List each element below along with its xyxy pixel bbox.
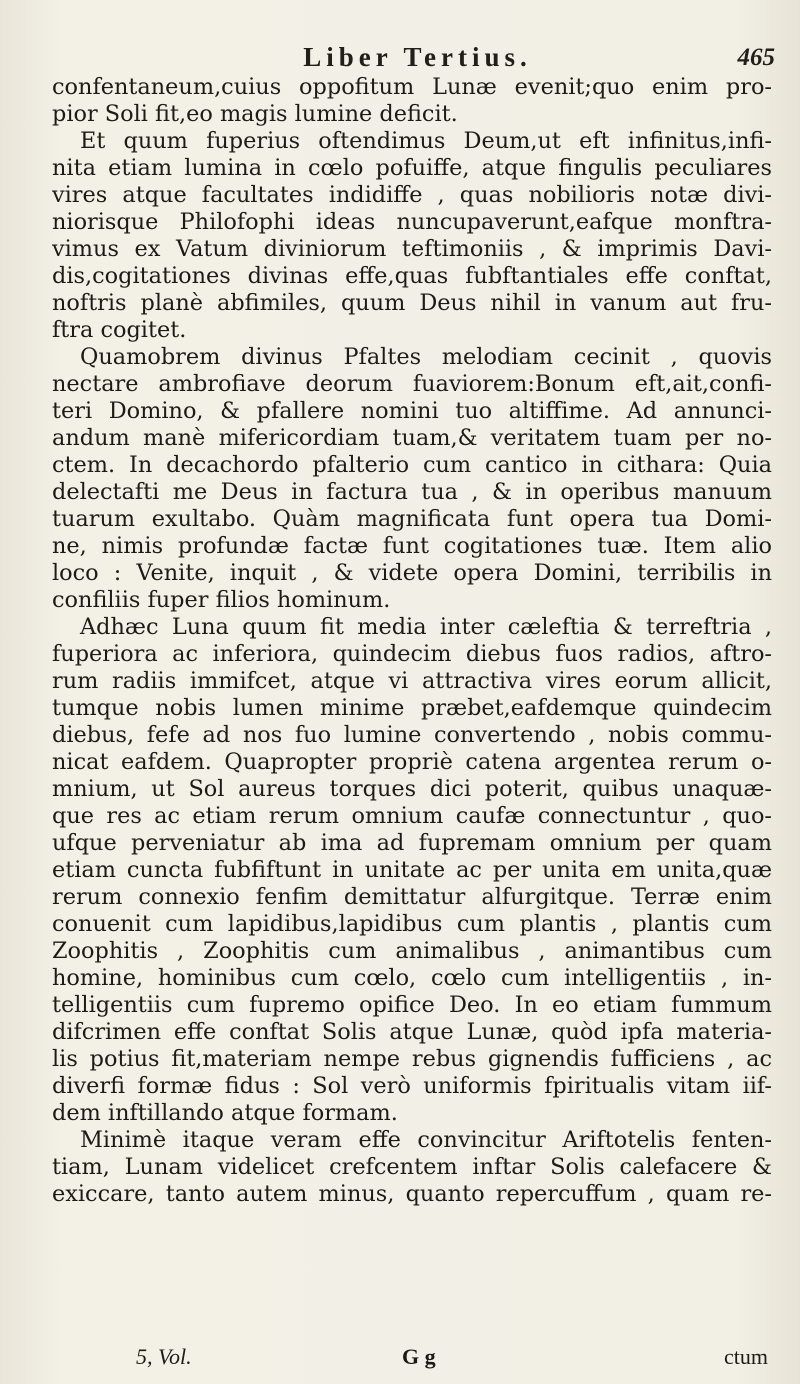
text-line: mnium, ut Sol aureus torques dici poterit, quibus unaquæ- — [52, 776, 772, 802]
text-line: Minimè itaque veram effe convincitur Ariftotelis fenten- — [80, 1127, 772, 1153]
gathering-mark: G g — [402, 1344, 436, 1369]
text-line: tiam, Lunam videlicet crefcentem inftar Solis calefacere & — [52, 1154, 772, 1180]
body-text — [52, 74, 772, 1208]
text-line: pior Soli fit,eo magis lumine deficit. — [52, 101, 458, 127]
text-line: ufque perveniatur ab ima ad fupremam omnium per quam — [52, 830, 772, 856]
text-line: homine, hominibus cum cœlo, cœlo cum intelligentiis , in- — [52, 965, 772, 991]
text-line: etiam cuncta fubfiftunt in unitate ac per unita em unita,quæ — [52, 857, 772, 883]
text-line: diverfi formæ fidus : Sol verò uniformis fpiritualis vitam iif- — [52, 1073, 772, 1099]
text-line: Quamobrem divinus Pfaltes melodiam cecinit , quovis — [80, 344, 772, 370]
text-line: Zoophitis , Zoophitis cum animalibus , animantibus cum — [52, 938, 772, 964]
text-line: que res ac etiam rerum omnium caufæ connectuntur , quo- — [52, 803, 772, 829]
text-line: exiccare, tanto autem minus, quanto repercuffum , quam re- — [52, 1181, 772, 1207]
text-line: nicat eafdem. Quapropter propriè catena argentea rerum o- — [52, 749, 772, 775]
running-head — [60, 38, 775, 72]
text-line: fuperiora ac inferiora, quindecim diebus fuos radios, aftro- — [52, 641, 772, 667]
text-line: vimus ex Vatum diviniorum teftimoniis , & imprimis Davi- — [52, 236, 772, 262]
text-line: delectafti me Deus in factura tua , & in operibus manuum — [52, 479, 772, 505]
text-line: diebus, fefe ad nos fuo lumine convertendo , nobis commu- — [52, 722, 772, 748]
text-line: vires atque facultates indidiffe , quas nobilioris notæ divi- — [52, 182, 772, 208]
text-line: nectare ambrofiave deorum fuaviorem:Bonum eft,ait,confi- — [52, 371, 772, 397]
text-line: rerum connexio fenfim demittatur alfurgitque. Terræ enim — [52, 884, 772, 910]
text-line: dem inftillando atque formam. — [52, 1100, 398, 1126]
text-line: teri Domino, & pfallere nomini tuo altiffime. Ad annunci- — [52, 398, 772, 424]
text-line: difcrimen effe conftat Solis atque Lunæ, quòd ipfa materia- — [52, 1019, 772, 1045]
signature-mark: 5, Vol. — [136, 1344, 192, 1369]
text-line: andum manè mifericordiam tuam,& veritatem tuam per no- — [52, 425, 772, 451]
running-title: Liber Tertius. — [303, 42, 532, 72]
text-line: confiliis fuper filios hominum. — [52, 587, 391, 613]
page-number: 465 — [737, 44, 775, 71]
text-line: rum radiis immifcet, atque vi attractiva vires eorum allicit, — [52, 668, 772, 694]
text-line: ftra cogitet. — [52, 317, 187, 343]
text-line: Et quum fuperius oftendimus Deum,ut eft infinitus,infi- — [80, 128, 772, 154]
page-footer — [52, 1344, 772, 1374]
catchword: ctum — [724, 1344, 768, 1369]
text-line: lis potius fit,materiam nempe rebus gignendis fufficiens , ac — [52, 1046, 772, 1072]
text-line: tumque nobis lumen minime præbet,eafdemque quindecim — [52, 695, 772, 721]
text-line: niorisque Philofophi ideas nuncupaverunt,eafque monftra- — [52, 209, 772, 235]
text-line: ne, nimis profundæ factæ funt cogitationes tuæ. Item alio — [52, 533, 772, 559]
text-line: tuarum exultabo. Quàm magnificata funt opera tua Domi- — [52, 506, 772, 532]
text-line: nita etiam lumina in cœlo pofuiffe, atque fingulis peculiares — [52, 155, 772, 181]
text-line: confentaneum,cuius oppofitum Lunæ evenit;quo enim pro- — [52, 74, 772, 100]
text-line: noftris planè abfimiles, quum Deus nihil in vanum aut fru- — [52, 290, 772, 316]
text-line: dis,cogitationes divinas effe,quas fubftantiales effe conftat, — [52, 263, 772, 289]
text-line: conuenit cum lapidibus,lapidibus cum plantis , plantis cum — [52, 911, 772, 937]
text-line: telligentiis cum fupremo opifice Deo. In eo etiam fummum — [52, 992, 772, 1018]
text-line: Adhæc Luna quum fit media inter cæleftia & terreftria , — [80, 614, 772, 640]
text-line: ctem. In decachordo pfalterio cum cantico in cithara: Quia — [52, 452, 772, 478]
text-line: loco : Venite, inquit , & videte opera Domini, terribilis in — [52, 560, 772, 586]
